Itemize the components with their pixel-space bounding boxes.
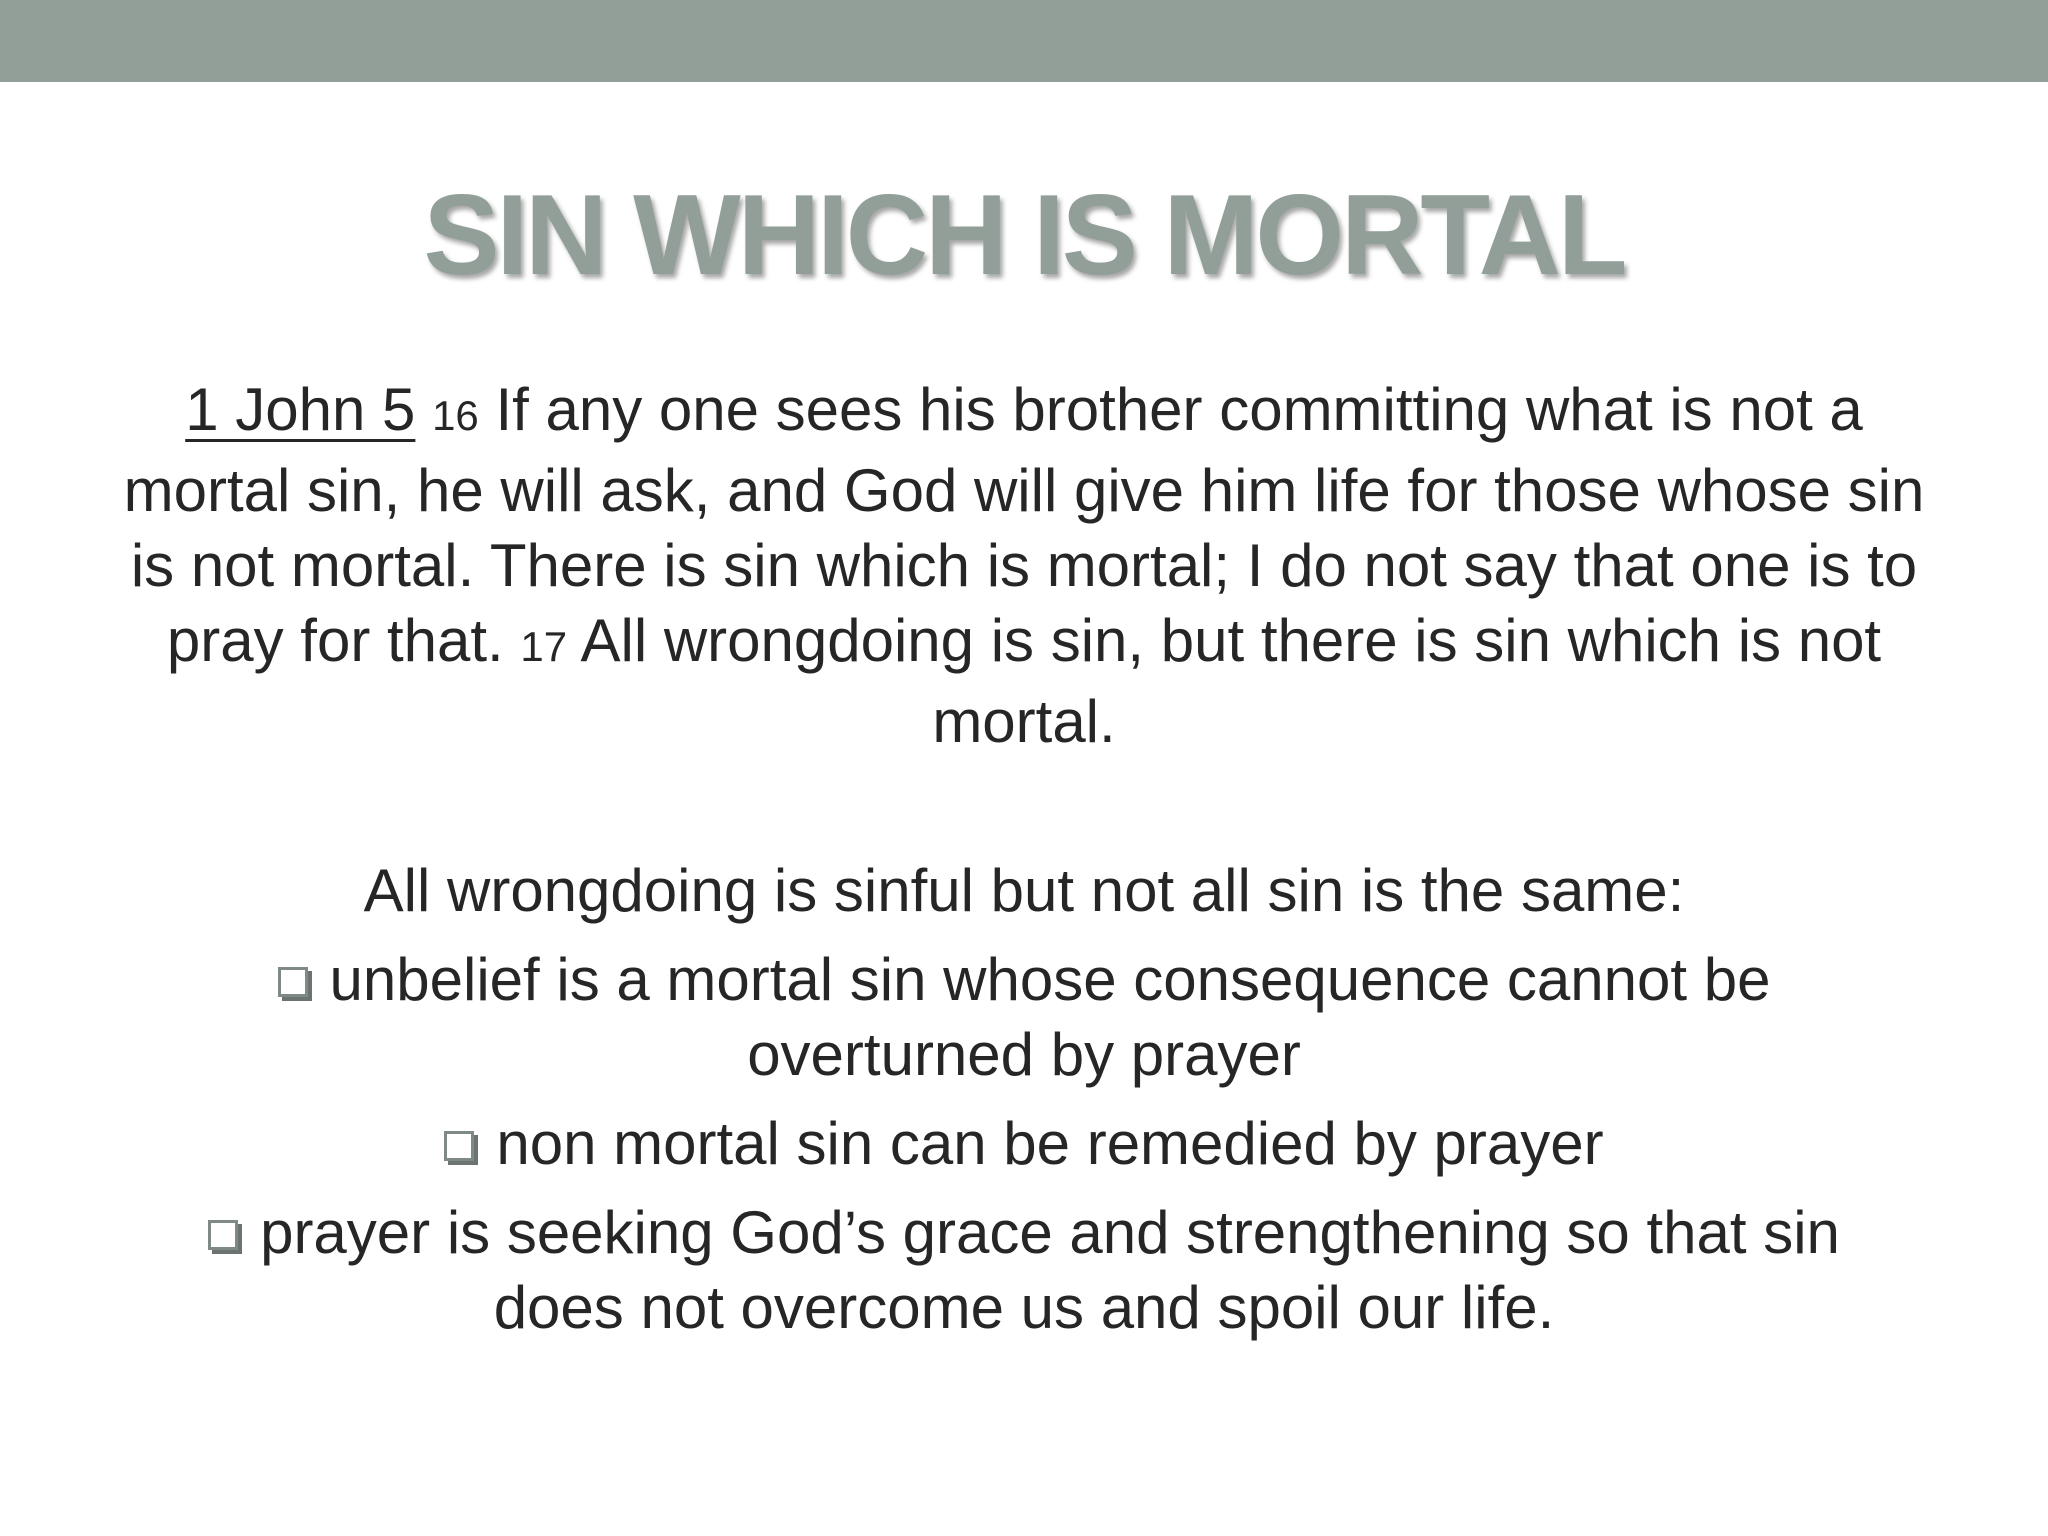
list-item [140,1195,1908,1345]
verse-16-text: If any one sees his brother committing what is not a mortal sin, he will ask, and God will give him life for those whose sin is not mortal. There is sin which is mortal; I do not say that one is to pray for that. [123,376,1925,674]
top-accent-bar [0,0,2048,82]
list-item [140,942,1908,1092]
square-bullet-icon [444,1131,474,1161]
square-bullet-icon [208,1220,238,1250]
list-item-text: unbelief is a mortal sin whose consequence cannot be overturned by prayer [329,946,1771,1088]
scripture-reference: 1 John 5 [185,376,416,443]
intro-statement: All wrongdoing is sinful but not all sin is the same: [363,857,1685,924]
bullet-list [140,942,1908,1359]
verse-17-text: All wrongdoing is sin, but there is sin which is not mortal. [567,607,1882,755]
scripture-passage [120,372,1928,759]
list-item-text: non mortal sin can be remedied by prayer [496,1110,1604,1177]
slide-title: SIN WHICH IS MORTAL [423,172,1625,299]
square-bullet-icon [278,967,308,997]
list-item [140,1106,1908,1181]
verse-number-17: 17 [520,623,568,670]
verse-number-16: 16 [432,392,479,439]
list-item-text: prayer is seeking God’s grace and strengthening so that sin does not overcome us and spoil our life. [260,1199,1840,1341]
